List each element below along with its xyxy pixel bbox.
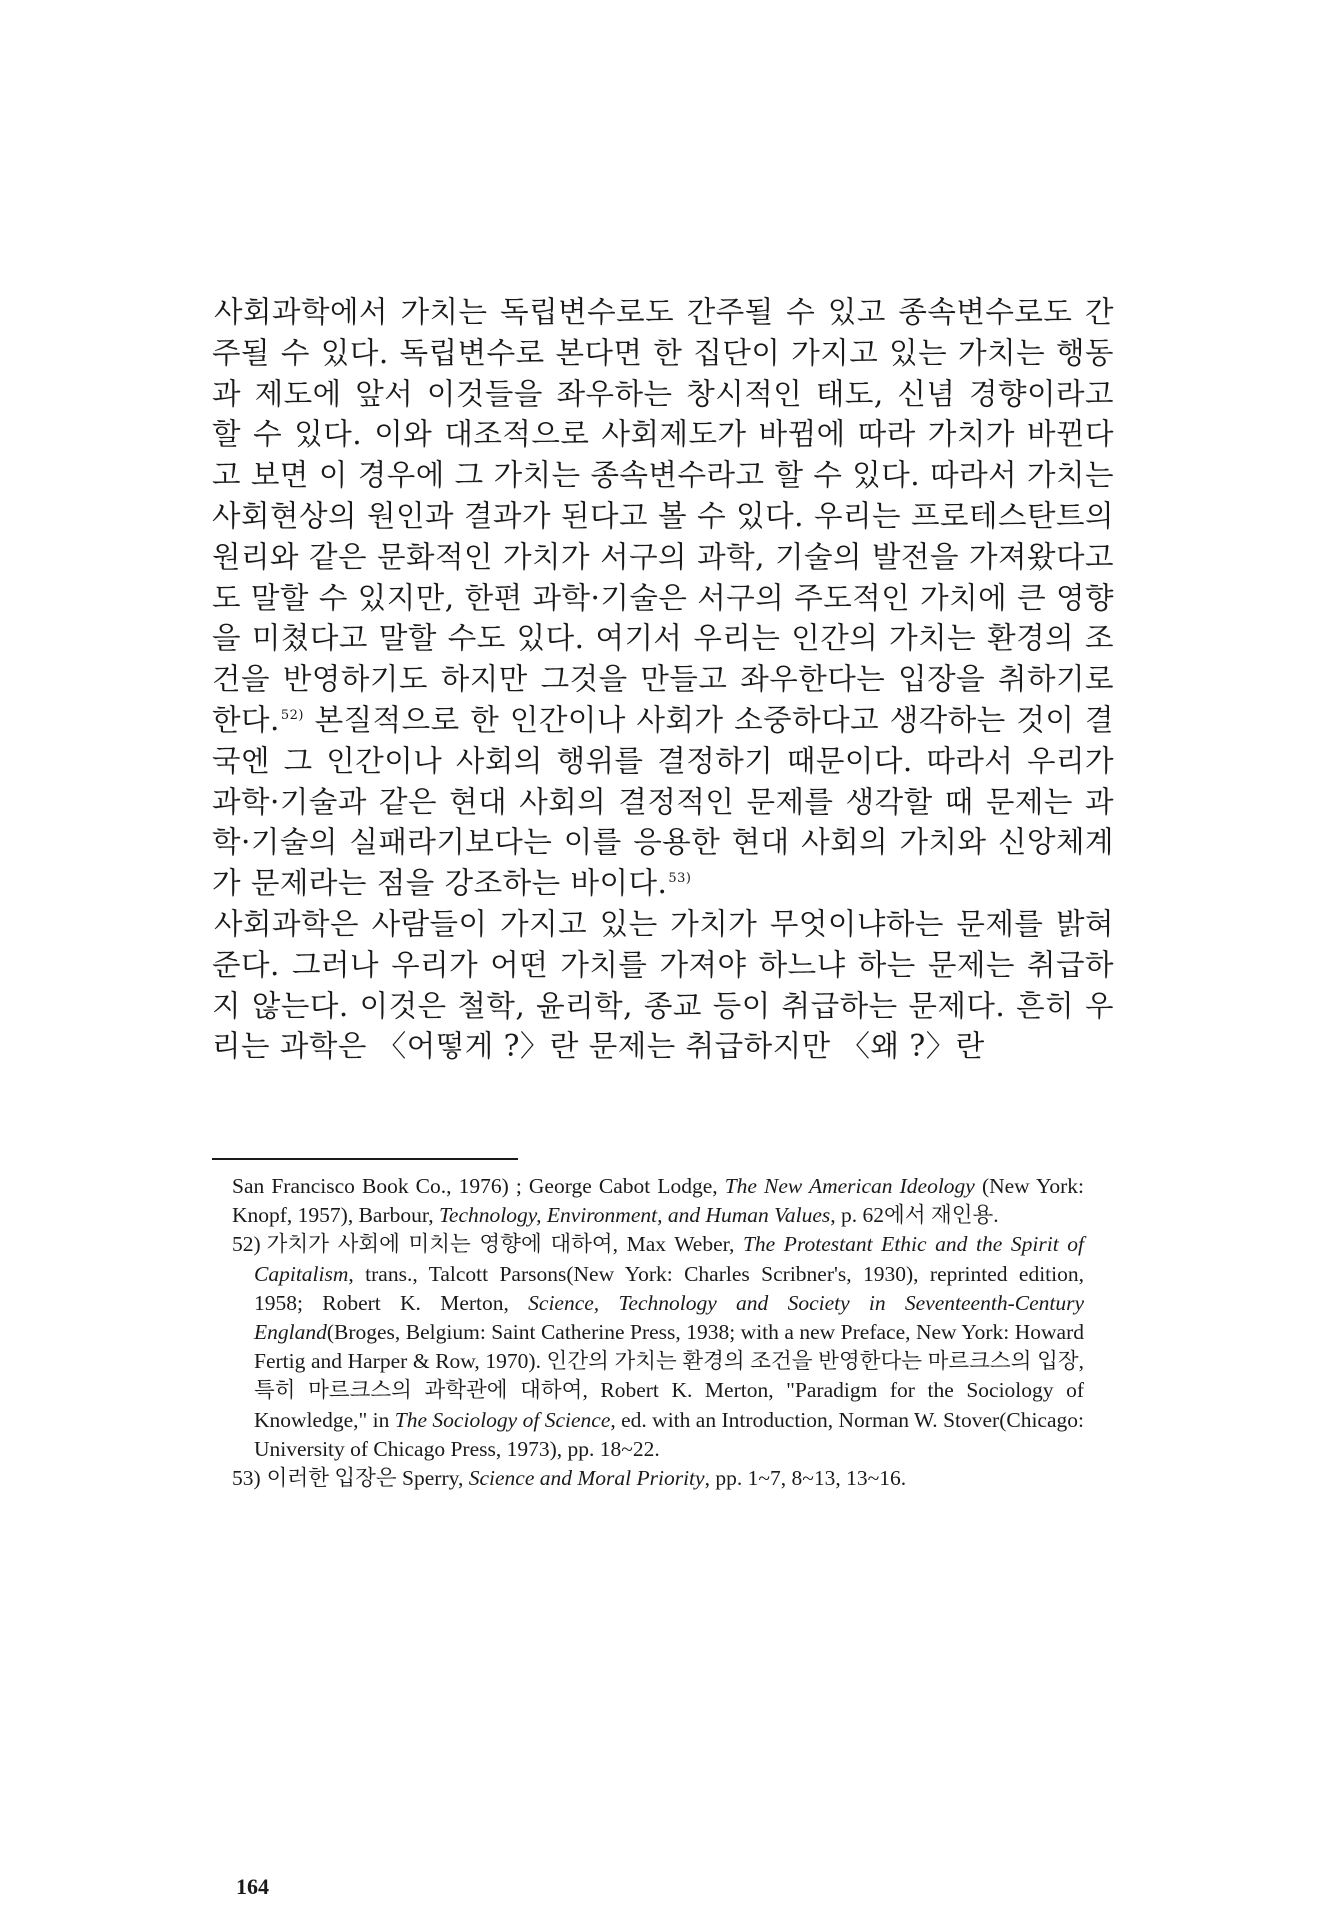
- footnotes: [232, 1172, 1084, 1493]
- body-text: [212, 292, 1114, 1067]
- footnote-52: 52) 가치가 사회에 미치는 영향에 대하여, Max Weber, The Protestant Ethic and the Spirit of Capitalism, trans., Talcott Parsons(New York: Charles Scribner's, 1930), reprinted edition, 1958; Robert K. Merton, Science, Technology and Society in Seventeenth-Century England(Broges, Belgium: Saint Catherine Press, 1938; with a new Preface, New York: Howard Fertig and Harper & Row, 1970). 인간의 가치는 환경의 조건을 반영한다는 마르크스의 입장, 특히 마르크스의 과학관에 대하여, Robert K. Merton, "Paradigm for the Sociology of Knowledge," in The Sociology of Science, ed. with an Introduction, Norman W. Stover(Chicago: University of Chicago Press, 1973), pp. 18~22.: [232, 1232, 1085, 1461]
- page-number: 164: [236, 1874, 269, 1899]
- footnote-ref-52[interactable]: 52): [280, 708, 304, 724]
- footnote-number-53: 53): [232, 1466, 261, 1491]
- footnote-continuation: San Francisco Book Co., 1976) ; George Cabot Lodge, The New American Ideology (New York: Knopf, 1957), Barbour, Technology, Environment, and Human Values, p. 62에서 재인용.: [232, 1174, 1084, 1228]
- footnote-number-52: 52): [232, 1232, 261, 1257]
- footnote-divider: [212, 1158, 518, 1160]
- footnote-53: 53) 이러한 입장은 Sperry, Science and Moral Priority, pp. 1~7, 8~13, 13~16.: [232, 1466, 907, 1491]
- paragraph-2: 사회과학은 사람들이 가지고 있는 가치가 무엇이냐하는 문제를 밝혀 준다. 그러나 우리가 어떤 가치를 가져야 하느냐 하는 문제는 취급하지 않는다. 이것은 철학, 윤리학, 종교 등이 취급하는 문제다. 흔히 우리는 과학은 〈어떻게 ?〉란 문제는 취급하지만 〈왜 ?〉란: [212, 906, 1114, 1064]
- paragraph-1: 사회과학에서 가치는 독립변수로도 간주될 수 있고 종속변수로도 간주될 수 있다. 독립변수로 본다면 한 집단이 가지고 있는 가치는 행동과 제도에 앞서 이것들을 좌우하는 창시적인 태도, 신념 경향이라고 할 수 있다. 이와 대조적으로 사회제도가 바뀜에 따라 가치가 바뀐다고 보면 이 경우에 그 가치는 종속변수라고 할 수 있다. 따라서 가치는 사회현상의 원인과 결과가 된다고 볼 수 있다. 우리는 프로테스탄트의 원리와 같은 문화적인 가치가 서구의 과학, 기술의 발전을 가져왔다고도 말할 수 있지만, 한편 과학·기술은 서구의 주도적인 가치에 큰 영향을 미쳤다고 말할 수도 있다. 여기서 우리는 인간의 가치는 환경의 조건을 반영하기도 하지만 그것을 만들고 좌우한다는 입장을 취하기로 한다.$^{52)}$ 본질적으로 한 인간이나 사회가 소중하다고 생각하는 것이 결국엔 그 인간이나 사회의 행위를 결정하기 때문이다. 따라서 우리가 과학·기술과 같은 현대 사회의 결정적인 문제를 생각할 때 문제는 과학·기술의 실패라기보다는 이를 응용한 현대 사회의 가치와 신앙체계가 문제라는 점을 강조하는 바이다.$^{53)}$: [212, 295, 1114, 901]
- footnote-ref-53[interactable]: 53): [668, 871, 692, 887]
